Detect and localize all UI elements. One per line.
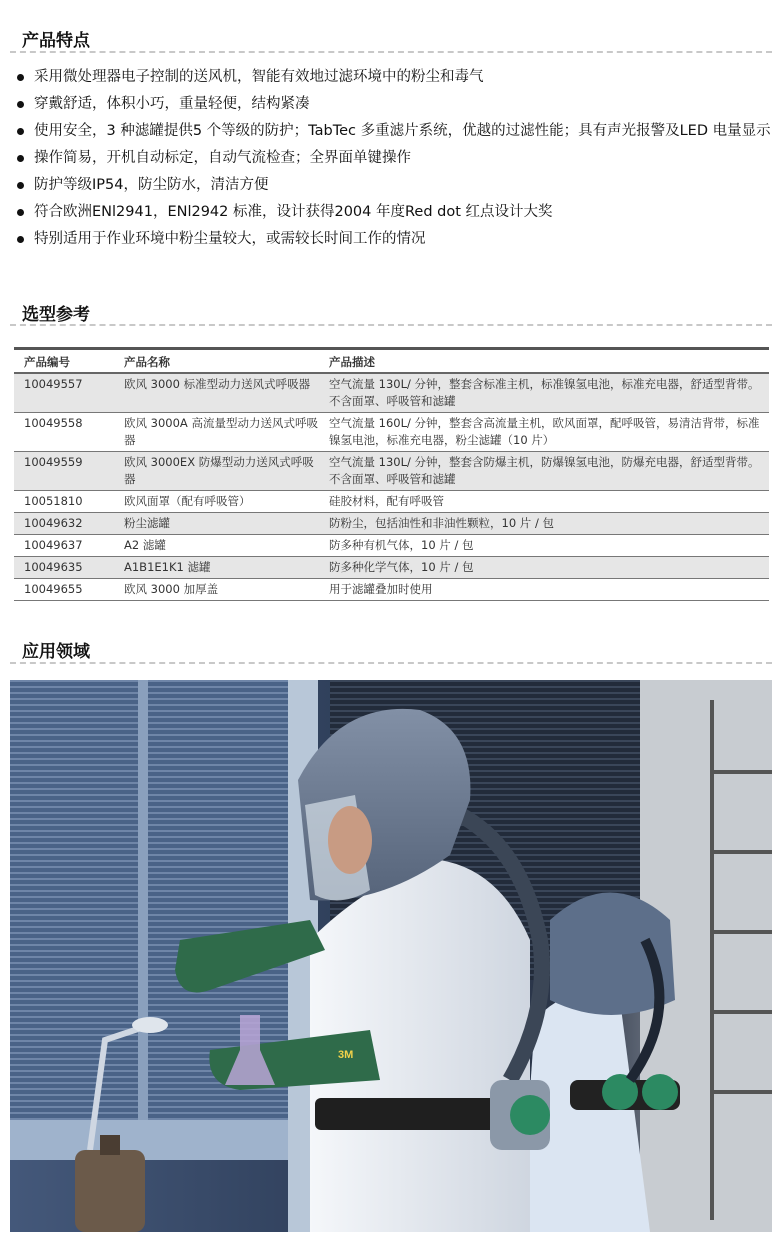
application-photo bbox=[10, 680, 772, 1232]
cell-desc: 防多种有机气体，10 片 / 包 bbox=[329, 538, 474, 552]
shelf-board bbox=[710, 930, 772, 934]
filter-canister bbox=[642, 1074, 678, 1110]
header-code: 产品编号 bbox=[14, 349, 114, 374]
bullet-icon bbox=[17, 128, 24, 135]
table-row bbox=[14, 491, 769, 513]
table-row bbox=[14, 413, 769, 452]
divider bbox=[10, 324, 772, 326]
divider bbox=[10, 51, 772, 53]
table-row bbox=[14, 579, 769, 601]
cell-code: 10051810 bbox=[24, 494, 83, 508]
list-item bbox=[14, 95, 774, 114]
cell-code: 10049632 bbox=[24, 516, 83, 530]
cell-name: 欧风 3000A 高流量型动力送风式呼吸器 bbox=[124, 416, 318, 447]
feature-text: 使用安全，3 种滤罐提供5 个等级的防护；TabTec 多重滤片系统，优越的过滤性能；具有声光报警及LED 电量显示 bbox=[34, 123, 771, 139]
feature-text: 穿戴舒适，体积小巧，重量轻便，结构紧凑 bbox=[34, 96, 310, 112]
cell-desc: 硅胶材料，配有呼吸管 bbox=[329, 494, 444, 508]
selection-title: 选型参考 bbox=[22, 305, 90, 325]
bullet-icon bbox=[17, 155, 24, 162]
table-row bbox=[14, 452, 769, 491]
cell-name: 粉尘滤罐 bbox=[124, 516, 170, 530]
shelf-board bbox=[710, 770, 772, 774]
bottle bbox=[75, 1150, 145, 1232]
shelf-post bbox=[710, 700, 714, 1220]
list-item bbox=[14, 122, 774, 141]
shelf-board bbox=[710, 850, 772, 854]
divider bbox=[10, 662, 772, 664]
cell-name: A1B1E1K1 滤罐 bbox=[124, 560, 211, 574]
feature-text: 采用微处理器电子控制的送风机，智能有效地过滤环境中的粉尘和毒气 bbox=[34, 69, 484, 85]
bullet-icon bbox=[17, 209, 24, 216]
shelf-board bbox=[710, 1010, 772, 1014]
cell-code: 10049558 bbox=[24, 416, 83, 430]
table-header-row bbox=[14, 349, 769, 374]
header-desc: 产品描述 bbox=[319, 349, 769, 374]
window-sill bbox=[10, 1120, 310, 1160]
features-title: 产品特点 bbox=[22, 31, 90, 51]
table-row bbox=[14, 373, 769, 413]
table-row bbox=[14, 557, 769, 579]
list-item bbox=[14, 176, 774, 195]
cell-desc: 防粉尘，包括油性和非油性颗粒，10 片 / 包 bbox=[329, 516, 554, 530]
bullet-icon bbox=[17, 236, 24, 243]
cell-name: A2 滤罐 bbox=[124, 538, 166, 552]
cell-desc: 空气流量 130L/ 分钟，整套含标准主机，标准镍氢电池，标准充电器，舒适型背带。不含面罩、呼吸管和滤罐 bbox=[329, 377, 760, 408]
blower-filter bbox=[510, 1095, 550, 1135]
cell-code: 10049557 bbox=[24, 377, 83, 391]
list-item bbox=[14, 149, 774, 168]
window-frame bbox=[138, 680, 148, 1150]
cell-name: 欧风 3000 标准型动力送风式呼吸器 bbox=[124, 377, 311, 391]
feature-list bbox=[14, 68, 774, 257]
table-row bbox=[14, 513, 769, 535]
cell-name: 欧风 3000 加厚盖 bbox=[124, 582, 219, 596]
bottle-neck bbox=[100, 1135, 120, 1155]
cell-code: 10049559 bbox=[24, 455, 83, 469]
feature-text: 操作简易，开机自动标定，自动气流检查；全界面单键操作 bbox=[34, 150, 411, 166]
cell-desc: 用于滤罐叠加时使用 bbox=[329, 582, 433, 596]
glove-badge: 3M bbox=[338, 1049, 354, 1061]
cell-desc: 防多种化学气体，10 片 / 包 bbox=[329, 560, 474, 574]
cell-name: 欧风 3000EX 防爆型动力送风式呼吸器 bbox=[124, 455, 314, 486]
bullet-icon bbox=[17, 74, 24, 81]
feature-text: 防护等级IP54，防尘防水，清洁方便 bbox=[34, 177, 269, 193]
worker-face bbox=[328, 806, 372, 874]
feature-text: 符合欧洲ENl2941，ENl2942 标准，设计获得2004 年度Red dot 红点设计大奖 bbox=[34, 204, 553, 220]
cell-name: 欧风面罩（配有呼吸管） bbox=[124, 494, 251, 508]
cell-desc: 空气流量 130L/ 分钟，整套含防爆主机，防爆镍氢电池，防爆充电器，舒适型背带。不含面罩、呼吸管和滤罐 bbox=[329, 455, 760, 486]
table-row bbox=[14, 535, 769, 557]
list-item bbox=[14, 230, 774, 249]
cell-code: 10049635 bbox=[24, 560, 83, 574]
header-name: 产品名称 bbox=[114, 349, 319, 374]
feature-text: 特别适用于作业环境中粉尘量较大，或需较长时间工作的情况 bbox=[34, 231, 426, 247]
bullet-icon bbox=[17, 101, 24, 108]
list-item bbox=[14, 68, 774, 87]
product-table bbox=[14, 347, 769, 601]
cell-desc: 空气流量 160L/ 分钟，整套含高流量主机，欧风面罩，配呼吸管，易清洁背带，标准镍氢电池，标准充电器，粉尘滤罐（10 片） bbox=[329, 416, 760, 447]
lamp-head bbox=[132, 1017, 168, 1033]
shelf-board bbox=[710, 1090, 772, 1094]
cell-code: 10049637 bbox=[24, 538, 83, 552]
cell-code: 10049655 bbox=[24, 582, 83, 596]
application-title: 应用领域 bbox=[22, 642, 90, 662]
bullet-icon bbox=[17, 182, 24, 189]
list-item bbox=[14, 203, 774, 222]
